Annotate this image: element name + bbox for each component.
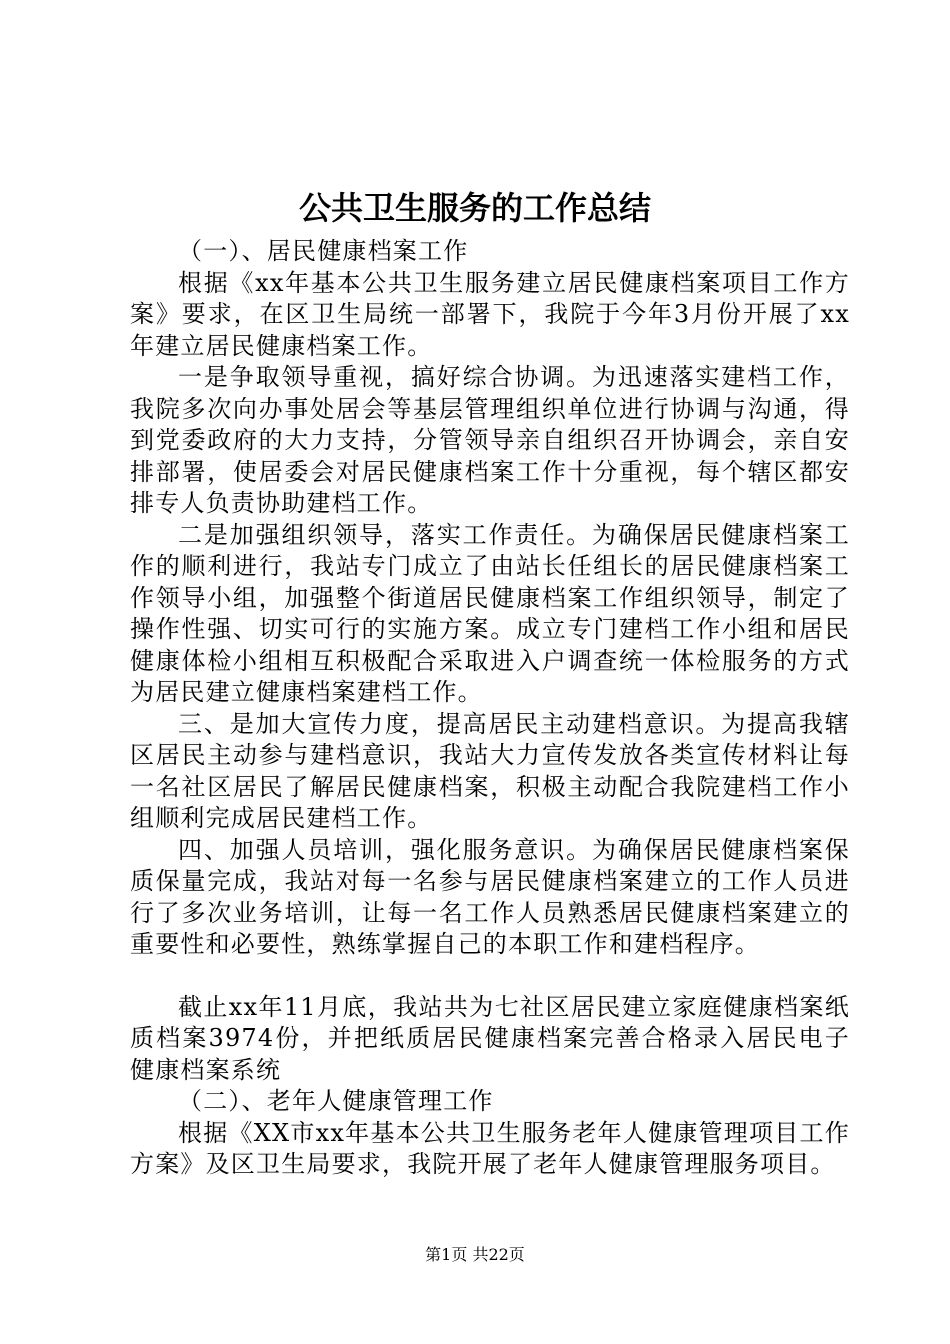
paragraph: 三、是加大宣传力度，提高居民主动建档意识。为提高我辖区居民主动参与建档意识，我站大力宣传发放各类宣传材料让每一名社区居民了解居民健康档案，积极主动配合我院建档工作小组顺利完成居民建档工作。: [130, 709, 850, 832]
paragraph: 一是争取领导重视，搞好综合协调。为迅速落实建档工作，我院多次向办事处居会等基层管理组织单位进行协调与沟通，得到党委政府的大力支持，分管领导亲自组织召开协调会，亲自安排部署，使居委会对居民健康档案工作十分重视，每个辖区都安排专人负责协助建档工作。: [130, 363, 850, 517]
document-body: [130, 236, 850, 1181]
section-heading-2: （二）、老年人健康管理工作: [178, 1087, 494, 1115]
paragraph: 根据《xx年基本公共卫生服务建立居民健康档案项目工作方案》要求，在区卫生局统一部署下，我院于今年3月份开展了xx年建立居民健康档案工作。: [130, 268, 850, 360]
paragraph: 四、加强人员培训，强化服务意识。为确保居民健康档案保质保量完成，我站对每一名参与居民健康档案建立的工作人员进行了多次业务培训，让每一名工作人员熟悉居民健康档案建立的重要性和必要性，熟练掌握自己的本职工作和建档程序。: [130, 835, 850, 958]
paragraph: 根据《XX市xx年基本公共卫生服务老年人健康管理项目工作方案》及区卫生局要求，我院开展了老年人健康管理服务项目。: [130, 1118, 850, 1178]
paragraph: 截止xx年11月底，我站共为七社区居民建立家庭健康档案纸质档案3974份，并把纸质居民健康档案完善合格录入居民电子健康档案系统: [130, 992, 850, 1084]
section-heading-1: （一）、居民健康档案工作: [178, 237, 469, 265]
paragraph: 二是加强组织领导，落实工作责任。为确保居民健康档案工作的顺利进行，我站专门成立了由站长任组长的居民健康档案工作领导小组，加强整个街道居民健康档案工作组织领导，制定了操作性强、切实可行的实施方案。成立专门建档工作小组和居民健康体检小组相互积极配合采取进入户调查统一体检服务的方式为居民建立健康档案建档工作。: [130, 520, 850, 706]
page-number: 第1页 共22页: [425, 1245, 525, 1264]
document-title: 公共卫生服务的工作总结: [298, 189, 651, 227]
